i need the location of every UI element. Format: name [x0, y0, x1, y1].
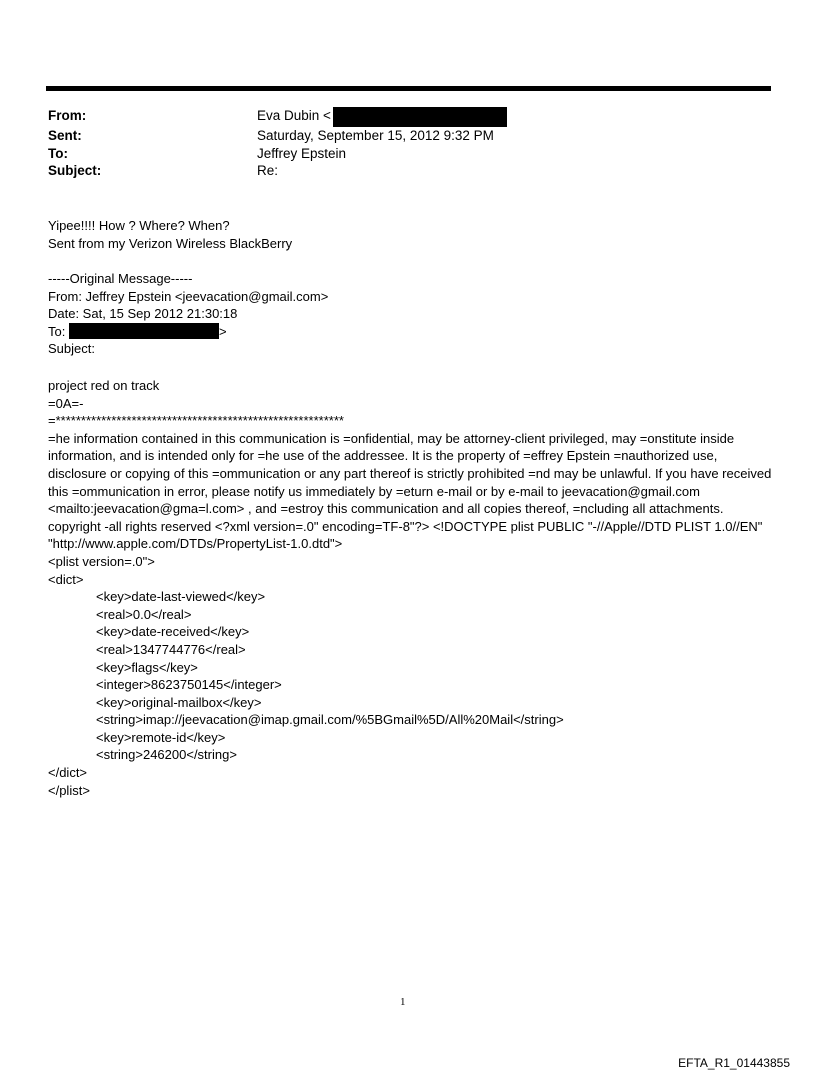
sent-label: Sent:: [48, 128, 82, 143]
reply-body: [48, 217, 773, 252]
bates-number: EFTA_R1_01443855: [678, 1056, 790, 1070]
plist-key: <key>original-mailbox</key>: [96, 694, 262, 710]
plist-key: <key>remote-id</key>: [96, 729, 226, 745]
plist-open: <plist version=.0">: [48, 553, 155, 569]
plist-value: <integer>8623750145</integer>: [96, 677, 282, 693]
reply-signature: Sent from my Verizon Wireless BlackBerry: [48, 235, 293, 251]
plist-key: <key>date-received</key>: [96, 624, 250, 640]
page-number: 1: [400, 996, 406, 1008]
original-date: Date: Sat, 15 Sep 2012 21:30:18: [48, 306, 238, 322]
plist-value: <string>imap://jeevacation@imap.gmail.com/%5BGmail%5D/All%20Mail</string>: [96, 712, 564, 728]
subject-row: [48, 162, 507, 180]
from-row: [48, 107, 507, 127]
to-row: [48, 145, 507, 163]
original-to: [48, 323, 773, 341]
from-label: From:: [48, 108, 87, 123]
redaction-bar: [69, 323, 219, 339]
plist-value: <real>1347744776</real>: [96, 641, 246, 657]
original-marker: -----Original Message-----: [48, 271, 193, 286]
message-encoding: =0A=-: [48, 395, 84, 411]
email-header: [48, 107, 507, 180]
message-line: project red on track: [48, 378, 160, 393]
original-to-prefix: To:: [48, 323, 69, 339]
original-to-suffix: >: [218, 323, 227, 339]
separator-stars: =*********************************************************: [48, 413, 344, 429]
plist-key: <key>flags</key>: [96, 659, 198, 675]
dict-close: </dict>: [48, 765, 88, 781]
to-label: To:: [48, 145, 68, 161]
original-subject: Subject:: [48, 341, 95, 357]
subject-label: Subject:: [48, 163, 102, 179]
reply-line: Yipee!!!! How ? Where? When?: [48, 218, 230, 233]
plist-key: <key>date-last-viewed</key>: [96, 589, 266, 605]
subject-value: Re:: [257, 163, 279, 179]
header-rule: [46, 86, 771, 91]
original-message-header: [48, 270, 773, 358]
sent-value: Saturday, September 15, 2012 9:32 PM: [257, 128, 494, 143]
dict-open: <dict>: [48, 571, 84, 587]
plist-value: <string>246200</string>: [96, 747, 237, 763]
message-body: [48, 377, 773, 799]
sent-row: [48, 127, 507, 145]
plist-value: <real>0.0</real>: [96, 606, 192, 622]
original-from: From: Jeffrey Epstein <jeevacation@gmail.com>: [48, 288, 329, 304]
plist-close: </plist>: [48, 782, 90, 798]
to-value: Jeffrey Epstein: [257, 145, 347, 161]
from-value: Eva Dubin <: [257, 108, 331, 123]
disclaimer-paragraph: =he information contained in this communication is =onfidential, may be attorney-client privileged, may =onstitute inside information, and is intended only for =he use of the addressee. It is the property of =effrey Epstein =nauthorized use, disclosure or copying of this =ommunication or any part thereof is strictly prohibited =nd may be unlawful. If you have received this =ommunication in error, please notify us immediately by =eturn e-mail or by e-mail to jeevacation@gmail.com <mailto:jeevacation@gma=l.com> , and =estroy this communication and all copies thereof, =ncluding all attachments. copyright -all rights reserved <?xml version=.0" encoding=TF-8"?> <!DOCTYPE plist PUBLIC "-//Apple//DTD PLIST 1.0//EN" "http://www.apple.com/DTDs/PropertyList-1.0.dtd">: [48, 430, 772, 552]
redaction-bar: [333, 107, 507, 127]
